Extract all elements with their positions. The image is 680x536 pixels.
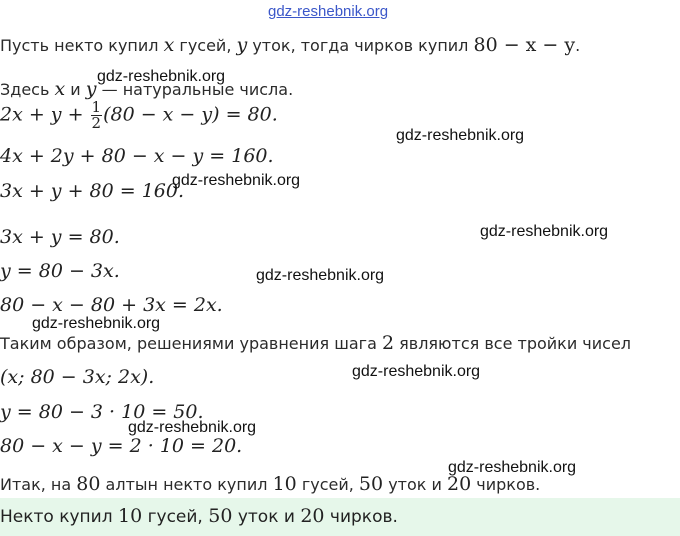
watermark: gdz-reshebnik.org — [128, 419, 257, 436]
watermark: gdz-reshebnik.org — [97, 68, 226, 85]
watermark: gdz-reshebnik.org — [352, 363, 481, 380]
note-text: Здесь x и y — натуральные числа. — [0, 78, 294, 100]
watermark: gdz-reshebnik.org — [32, 315, 161, 332]
equation-5: y = 80 − 3x. — [0, 260, 120, 282]
answer-box — [0, 498, 680, 536]
equation-3: 3x + y + 80 = 160. — [0, 180, 185, 202]
watermark: gdz-reshebnik.org — [448, 459, 577, 476]
watermark-link[interactable]: gdz-reshebnik.org — [268, 3, 389, 20]
conclusion-text: Таким образом, решениями уравнения шага 2 являются все тройки чисел — [0, 332, 632, 354]
equation-8: 80 − x − y = 2 · 10 = 20. — [0, 435, 243, 457]
equation-7: y = 80 − 3 · 10 = 50. — [0, 401, 204, 423]
equation-4: 3x + y = 80. — [0, 226, 120, 248]
equation-6: 80 − x − 80 + 3x = 2x. — [0, 294, 223, 316]
watermark: gdz-reshebnik.org — [396, 127, 525, 144]
equation-2: 4x + 2y + 80 − x − y = 160. — [0, 145, 274, 167]
equation-1: 2x + y + $\frac{1}{2}$ (80 − x − y) = 80. — [0, 98, 278, 132]
summary-text: Итак, на 80 алтын некто купил 10 гусей, 50 уток и 20 чирков. — [0, 473, 541, 495]
answer-text: Некто купил 10 гусей, 50 уток и 20 чирков. — [0, 505, 398, 527]
intro-text: Пусть некто купил x гусей, y уток, тогда чирков купил 80 − x − y. — [0, 34, 581, 56]
watermark: gdz-reshebnik.org — [480, 223, 609, 240]
solution-triple: (x; 80 − 3x; 2x). — [0, 366, 155, 388]
watermark: gdz-reshebnik.org — [256, 267, 385, 284]
watermark: gdz-reshebnik.org — [172, 172, 301, 189]
